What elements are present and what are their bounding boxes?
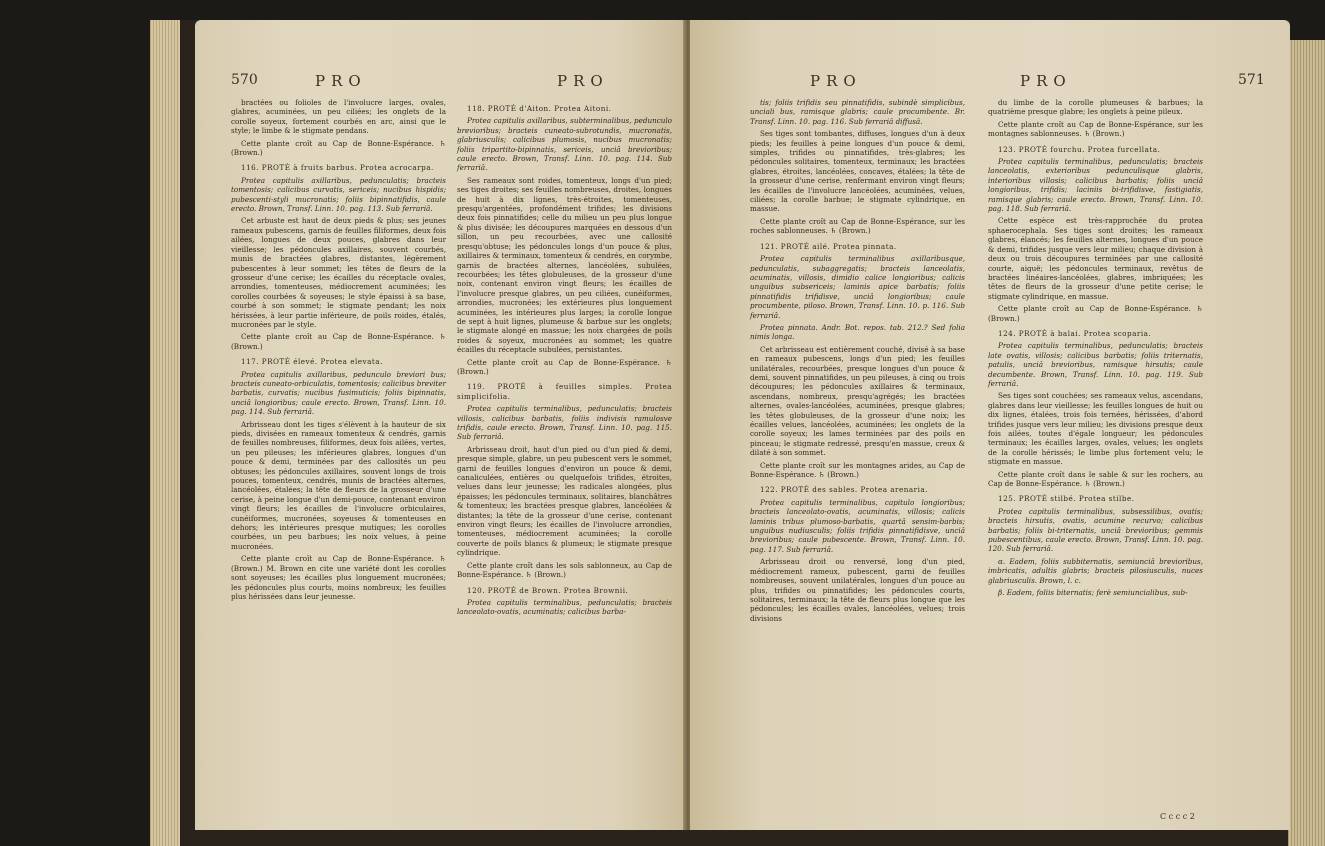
- running-header: PRO: [315, 72, 367, 90]
- latin-description: Protea capitulis terminalibus, pedunculatis; bracteis villosis, calicibus barbatis, foliis indivisis ramulosve trifidis, caule erecto. Brown, Transf. Linn. 10. pag. 115. Sub ferrariâ.: [457, 404, 672, 442]
- entry-heading: 120. PROTÉ de Brown. Protea Brownii.: [467, 585, 629, 595]
- running-header: PRO: [810, 72, 862, 90]
- paragraph: Cet arbuste est haut de deux pieds & plus; ses jeunes rameaux pubescens, garnis de feuilles filiformes, deux fois ailées, longues de deux pouces, glabres dans leur vieillesse; les pédoncules axillaires, souvent courbés, munis de bractées glabres, distantes, légèrement pubescentes à leur sommet; les têtes de fleurs de la grosseur d'une cerise; les écailles du réceptacle ovales, arrondies, tomenteuses, médiocrement acuminées; les corolles courbées & soyeuses; le style épaissi à sa base, courbé à son sommet; le stigmate pendant; les noix hérissées, à leur partie inférieure, de poils roides, étalés, mucronées par le style.: [231, 216, 446, 329]
- entry-heading: 116. PROTÉ à fruits barbus. Protea acrocarpa.: [241, 163, 434, 173]
- entry-heading: 117. PROTÉ élevé. Protea elevata.: [241, 357, 383, 367]
- paragraph: Arbrisseau dont les tiges s'élèvent à la hauteur de six pieds, divisées en rameaux tomenteux & cendrés, garnis de feuilles nombreuses, filiformes, deux fois ailées, vertes, un peu pileuses; les inférieures glabres, longues d'un pouce & demi, terminées par des callosités un peu obtuses; les pédoncules axillaires, souvent longs de trois pouces, tomenteux, cendrés, munis de bractées alternes, lancéolées, étalées; la tête de fleurs de la grosseur d'une cerise, à peine longue d'un demi-pouce, contenant environ vingt fleurs; les écailles de l'involucre orbiculaires, cunéiformes, mucronées, soyeuses & tomenteuses en dehors; les intérieures presque mutiques; les corolles courbées, un peu barbues; les noix velues, à peine mucronées.: [231, 419, 446, 551]
- paragraph: Cette plante croît au Cap de Bonne-Espérance. ♄ (Brown.): [988, 304, 1203, 323]
- paragraph: Cette espèce est très-rapprochée du protea sphaerocephala. Ses tiges sont droites; les rameaux glabres, élancés; les feuilles alternes, longues d'un pouce & demi, trifides jusque vers leur milieu; chaque division à deux ou trois découpures terminées par une callosité courte, aiguë; les pédoncules terminaux, revêtus de bractées linéaires-lancéolées, glabres, imbriquées; les têtes de fleurs de la grosseur d'une petite cerise; le stigmate cylindrique, en massue.: [988, 216, 1203, 301]
- paragraph: Cette plante croît dans les sols sablonneux, au Cap de Bonne-Espérance. ♄ (Brown.): [457, 560, 672, 580]
- paragraph: Cet arbrisseau est entièrement couché, divisé à sa base en rameaux pubescens, longs d'un pied; les feuilles unilatérales, recourbées, presque longues d'un pouce & demi, souvent pinnatifides, un peu pileuses, à cinq ou trois découpures; les pédoncules axillaires & terminaux, ascendans, nombreux, presqu'agrégés; les bractées alternes, ovales-lancéolées, acuminées, presque glabres; les têtes globuleuses, de la grosseur d'une noix; les écailles velues, lancéolées, acuminées; les onglets de la corolle soyeux; les lames terminées par des poils en pinceau; le stigmate redressé, presqu'en massue, creux & dilaté à son sommet.: [750, 344, 965, 458]
- entry-heading: 121. PROTÉ ailé. Protea pinnata.: [760, 241, 897, 251]
- paragraph: Cette plante croît au Cap de Bonne-Espérance. ♄ (Brown.): [231, 332, 446, 351]
- right-page: [690, 20, 1290, 830]
- printer-signature: C c c c 2: [1160, 812, 1195, 821]
- latin-description: tis; foliis trifidis seu pinnatifidis, subindè simplicibus, unciali bus, ramisque glabris; caule procumbente. Br. Transf. Linn. 10. pag. 116. Sub ferrariâ diffusâ.: [750, 98, 965, 126]
- entry-heading: 122. PROTÉ des sables. Protea arenaria.: [760, 485, 928, 495]
- page-number: 570: [231, 72, 258, 88]
- page-edges-left: [150, 20, 180, 846]
- latin-description: Protea capitulis terminalibus, pedunculatis; bracteis late ovatis, villosis; calicibus barbatis; foliis triternatis, patulis, unciâ brevioribus, ramisque hirsutis; caule decumbente. Brown, Transf. Linn. 10. pag. 119. Sub ferrariâ.: [988, 341, 1203, 388]
- running-header: PRO: [557, 72, 609, 90]
- paragraph: Ses rameaux sont roides, tomenteux, longs d'un pied; ses tiges droites; ses feuilles nombreuses, droites, longues de huit à dix lignes, très-étroites, tomenteuses, presqu'argentées, profondément trifides; les divisions deux fois pinnatifides; celle du milieu un peu plus longue & plus divisée; les découpures marquées en dessous d'un sillon, un peu recourbées, avec une callosité presqu'obtuse; les pédoncules longs d'un pouce & plus, axillaires & terminaux, tomenteux & cendrés, en corymbe, garnis de bractées alternes, lancéolées, subulées, recourbées; les têtes globuleuses, de la grosseur d'une noix, contenant environ vingt fleurs; les écailles de l'involucre presque glabres, un peu ciliées, cunéiformes, arrondies, mucronées; les extérieures plus longuement acuminées, les intérieures plus larges; la corolle longue de sept à huit lignes, plumeuse & barbue sur les onglets; le stigmate alongé en massue; les noix chargées de poils roides & soyeux, mucronées au sommet; les quatre écailles du réceptacle subulées, persistantes.: [457, 175, 672, 355]
- latin-description: β. Eadem, foliis biternatis; ferè semiuncialibus, sub-: [998, 588, 1188, 598]
- paragraph: Cette plante croît au Cap de Bonne-Espérance, sur les roches sablonneuses. ♄ (Brown.): [750, 216, 965, 236]
- latin-description: Protea capitulis terminalibus, capitulo longioribus; bracteis lanceolato-ovatis, acuminatis, villosis; calicis laminis tribus plumoso-barbatis, quartâ sensim-barbis; unguibus nudiusculis; foliis trifidis pinnatifidisve, unciâ brevioribus; caule pubescente. Brown, Transf. Linn. 10. pag. 117. Sub ferrariâ.: [750, 497, 965, 554]
- paragraph: Arbrisseau droit ou renversé, long d'un pied, médiocrement rameux, pubescent, garni de feuilles nombreuses, souvent unilatérales, longues d'un pouce au plus, trifides ou pinnatifides; les pédoncules courts, solitaires, terminaux; la tête de fleurs plus longue que les pédoncules; les écailles ovales, lancéolées, velues; trois divisions: [750, 557, 965, 623]
- latin-description: Protea capitulis axillaribus, pedunculo breviori bus; bracteis cuneato-orbiculatis, tomentosis; calicibus breviter barbatis, curvatis; nucibus fusimuticis; foliis bipinnatis, unciâ longioribus; caule erecto. Brown, Transf. Linn. 10. pag. 114. Sub ferrariâ.: [231, 369, 446, 417]
- left-page-column-2: [457, 98, 672, 620]
- entry-heading: 123. PROTÉ fourchu. Protea furcellata.: [998, 144, 1161, 154]
- paragraph: du limbe de la corolle plumeuses & barbues; la quatrième presque glabre; les onglets à peine pileux.: [988, 98, 1203, 117]
- paragraph: Arbrisseau droit, haut d'un pied ou d'un pied & demi, presque simple, glabre, un peu pubescent vers le sommet, garni de feuilles longues d'environ un pouce & demi, canaliculées, entières ou quelquefois trifides, étroites, velues dans leur jeunesse; les radicales alongées, plus épaisses; les pédoncules terminaux, solitaires, blanchâtres & tomenteux; les bractées presque glabres, lancéolées & distantes; la tête de la grosseur d'une cerise, contenant environ vingt fleurs; les écailles de l'involucre arrondies, tomenteuses, médiocrement acuminées; la corolle couverte de poils blancs & plumeux; le stigmate presque cylindrique.: [457, 444, 672, 558]
- paragraph: Cette plante croît au Cap de Bonne-Espérance. ♄ (Brown.): [231, 138, 446, 158]
- latin-description: Protea capitulis axillaribus, pedunculatis; bracteis tomentosis; calicibus curvatis, sericeis; nucibus hispidis; pubescenti-styli mucronatis; foliis bipinnatifidis, caule erecto. Brown, Transf. Linn. 10. pag. 113. Sub ferrariâ.: [231, 175, 446, 214]
- paragraph: Cette plante croît sur les montagnes arides, au Cap de Bonne-Espérance. ♄ (Brown.): [750, 460, 965, 480]
- entry-heading: 119. PROTÉ à feuilles simples. Protea simplicifolia.: [457, 382, 672, 401]
- paragraph: Cette plante croît au Cap de Bonne-Espérance. ♄ (Brown.): [457, 357, 672, 376]
- paragraph: Ses tiges sont tombantes, diffuses, longues d'un à deux pieds; les feuilles à peine longues d'un pouce & demi, simples, trifides ou pinnatifides, très-glabres; les pédoncules solitaires, tomenteux, terminaux; les bractées glabres, étroites, lancéolées, concaves, étalées; la tête de la grosseur d'une cerise, renfermant environ vingt fleurs; les écailles de l'involucre lancéolées, acuminées, velues, ciliées; la corolle barbue; le stigmate cylindrique, en massue.: [750, 129, 965, 214]
- paragraph: Cette plante croît au Cap de Bonne-Espérance. ♄ (Brown.) M. Brown en cite une variété dont les corolles sont soyeuses; les écailles plus longuement mucronées; les pédoncules plus courts, moins nombreux; les feuilles plus hérissées dans leur jeunesse.: [231, 554, 446, 601]
- latin-description: Protea capitulis terminalibus, pedunculatis; bracteis lanceolato-ovatis, acuminatis; calicibus barba-: [457, 597, 672, 617]
- latin-description: Protea pinnata. Andr. Bot. repos. tab. 212.? Sed folia nimis longa.: [750, 322, 965, 342]
- right-page-column-2: [988, 98, 1203, 601]
- entry-heading: 125. PROTÉ stilbé. Protea stilbe.: [998, 494, 1135, 504]
- paragraph: Ses tiges sont couchées; ses rameaux velus, ascendans, glabres dans leur vieillesse; les feuilles longues de huit ou dix lignes, étalées, trois fois ternées, hérissées, d'abord trifides jusque vers leur milieu; les divisions presque deux fois ailées, toutes d'égale longueur; les pédoncules terminaux; les écailles larges, ovales, velues; les onglets de la corolle hérissés; le limbe plus fortement velu; le stigmate en massue.: [988, 391, 1203, 467]
- latin-description: Protea capitulis axillaribus, subterminalibus, pedunculo brevioribus; bracteis cuneato-subrotundis, mucronatis, glabriusculis; calicibus plumosis, nucibus mucronatis; foliis tripartito-bipinnatis, sericeis, unciâ brevioribus; caule erecto. Brown, Transf. Linn. 10. pag. 114. Sub ferrariâ.: [457, 116, 672, 173]
- paragraph: Cette plante croît au Cap de Bonne-Espérance, sur les montagnes sablonneuses. ♄ (Brown.): [988, 119, 1203, 139]
- left-page-column-1: [231, 98, 446, 604]
- right-page-column-1: [750, 98, 965, 626]
- latin-description: Protea capitulis terminalibus, subsessilibus, ovatis; bracteis hirsutis, ovatis, acumine recurvo; calicibus barbatis; foliis bi-triternatis, unciâ brevioribus; gemmis pubescentibus, caule erecto. Brown, Transf. Linn. 10. pag. 120. Sub ferrariâ.: [988, 506, 1203, 554]
- running-header: PRO: [1020, 72, 1072, 90]
- latin-description: Protea capitulis terminalibus axillaribusque, pedunculatis, subaggregatis; bracteis lanceolatis, acuminatis, villosis, dimidio calice longioribus; calicis unguibus subsericeis; laminis apice barbatis; foliis pinnatifidis trifidisve, unciâ longioribus; caule procumbente, piloso. Brown, Transf. Linn. 10. p. 116. Sub ferrariâ.: [750, 254, 965, 320]
- entry-heading: 118. PROTÉ d'Aiton. Protea Aitoni.: [467, 104, 612, 113]
- left-page: [195, 20, 685, 830]
- paragraph: Cette plante croît dans le sable & sur les rochers, au Cap de Bonne-Espérance. ♄ (Brown.): [988, 469, 1203, 489]
- paragraph: bractées ou folioles de l'involucre larges, ovales, glabres, acuminées, un peu ciliées; les onglets de la corolle soyeux, fortement courbés en arc, ainsi que le style; le limbe & le stigmate pendans.: [231, 98, 446, 136]
- latin-description: α. Eadem, foliis subbiternatis, semiunciâ brevioribus, imbricatis, adultis glabris; bracteis pilosiusculis, nuces glabriusculis. Brown, l. c.: [988, 556, 1203, 585]
- page-number: 571: [1238, 72, 1265, 88]
- page-edges-right: [1288, 40, 1325, 846]
- latin-description: Protea capitulis terminalibus, pedunculatis; bracteis lanceolatis, exterioribus pedunculisque glabris, interioribus villosis; calicibus barbatis; foliis unciâ longioribus, trifidis; laciniis bi-trifidisve, fastigiatis, ramisque glabris; caule erecto. Brown, Transf. Linn. 10. pag. 118. Sub ferrariâ.: [988, 157, 1203, 214]
- entry-heading: 124. PROTÉ à balai. Protea scoparia.: [998, 328, 1152, 338]
